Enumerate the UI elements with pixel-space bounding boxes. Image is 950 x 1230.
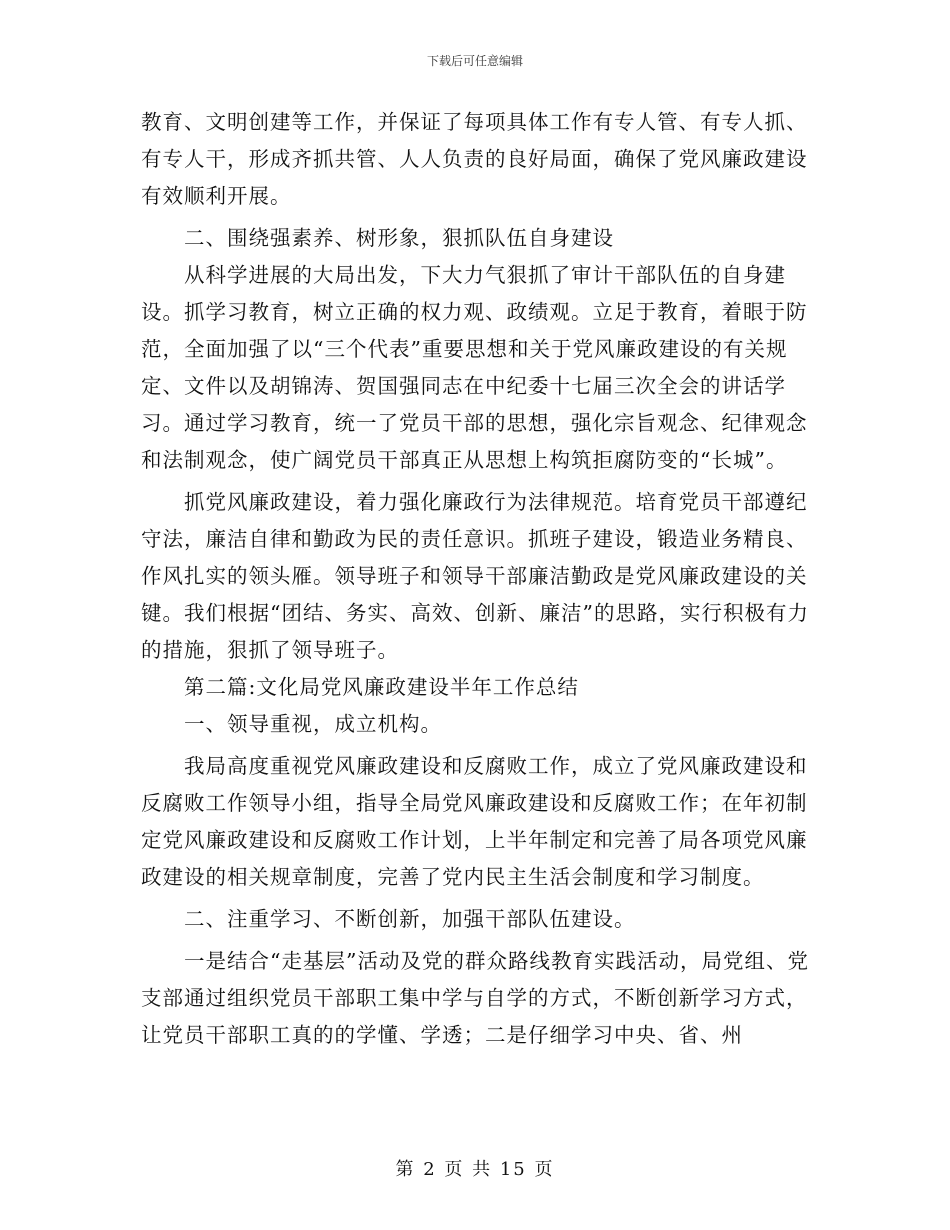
document-body	[141, 104, 811, 1054]
paragraph: 从科学进展的大局出发，下大力气狠抓了审计干部队伍的自身建设。抓学习教育，树立正确的权力观、政绩观。立足于教育，着眼于防范，全面加强了以“三个代表”重要思想和关于党风廉政建设的有关规定、文件以及胡锦涛、贺国强同志在中纪委十七届三次全会的讲话学习。通过学习教育，统一了党员干部的思想，强化宗旨观念、纪律观念和法制观念，使广阔党员干部真正从思想上构筑拒腐防变的“长城”。	[141, 263, 808, 472]
page-number: 第 2 页 共 15 页	[395, 1159, 555, 1180]
paragraph: 一是结合“走基层”活动及党的群众路线教育实践活动，局党组、党支部通过组织党员干部职工集中学与自学的方式，不断创新学习方式，让党员干部职工真的的学懂、学透；二是仔细学习中央、省、州	[141, 949, 809, 1047]
paragraph: 我局高度重视党风廉政建设和反腐败工作，成立了党风廉政建设和反腐败工作领导小组，指导全局党风廉政建设和反腐败工作；在年初制定党风廉政建设和反腐败工作计划，上半年制定和完善了局各项党风廉政建设的相关规章制度，完善了党内民主生活会制度和学习制度。	[141, 754, 808, 889]
section-heading: 二、注重学习、不断创新，加强干部队伍建设。	[184, 907, 636, 931]
paragraph: 抓党风廉政建设，着力强化廉政行为法律规范。培育党员干部遵纪守法，廉洁自律和勤政为民的责任意识。抓班子建设，锻造业务精良、作风扎实的领头雁。领导班子和领导干部廉洁勤政是党风廉政建设的关键。我们根据“团结、务实、高效、创新、廉洁”的思路，实行积极有力的措施，狠抓了领导班子。	[141, 490, 809, 662]
paragraph-continuation: 教育、文明创建等工作，并保证了每项具体工作有专人管、有专人抓、有专人干，形成齐抓共管、人人负责的良好局面，确保了党风廉政建设有效顺利开展。	[141, 110, 808, 208]
section-heading: 二、围绕强素养、树形象，狠抓队伍自身建设	[184, 226, 614, 250]
section-heading: 一、领导重视，成立机构。	[184, 712, 442, 736]
header-note: 下载后可任意编辑	[426, 54, 523, 68]
article-title: 第二篇:文化局党风廉政建设半年工作总结	[184, 675, 579, 699]
